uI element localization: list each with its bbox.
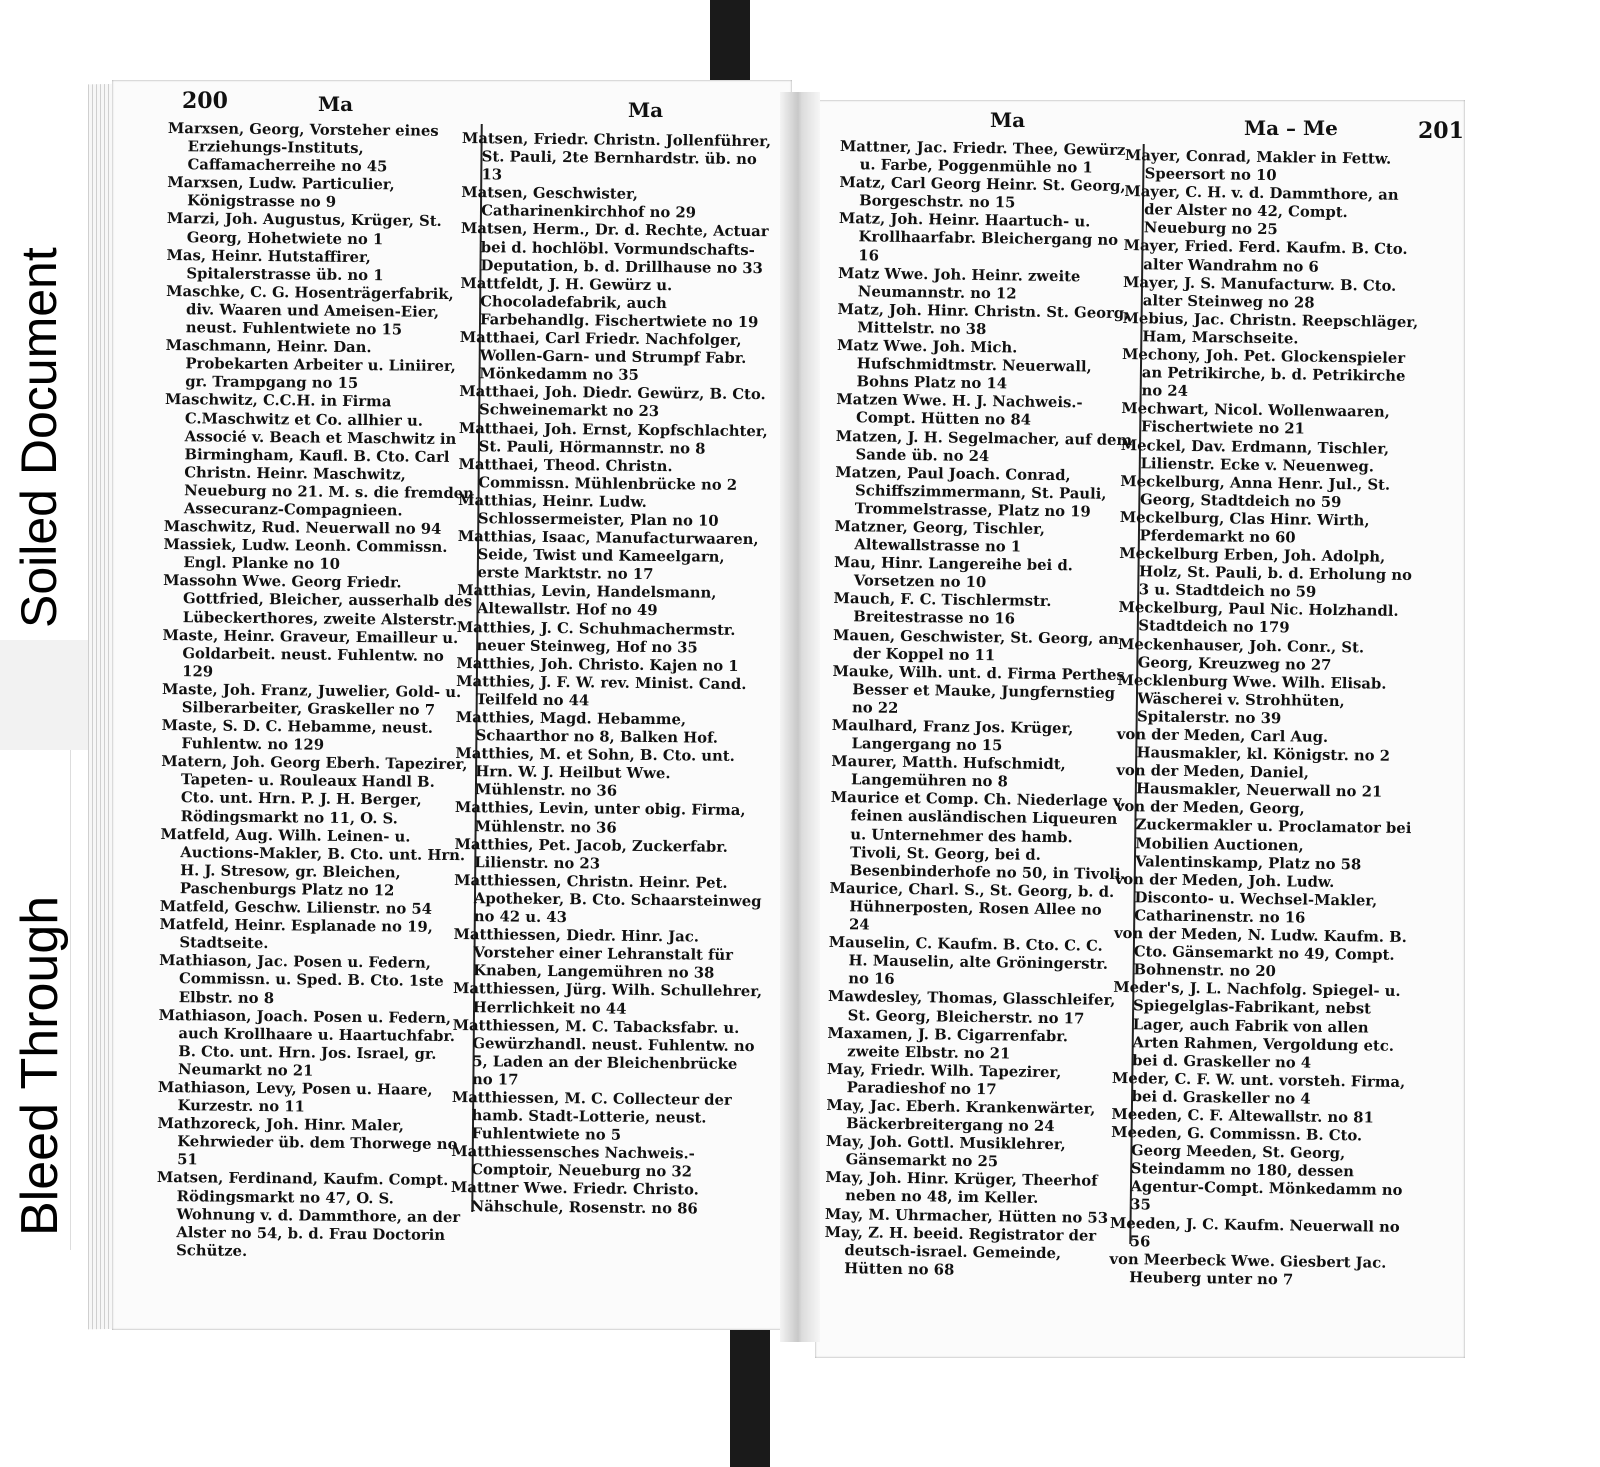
- directory-entry: Meckel, Dav. Erdmann, Tischler, Lilienstr. Ecke v. Neuenweg.: [1120, 436, 1390, 476]
- directory-entry: Mayer, Conrad, Makler in Fettw. Speersort no 10: [1124, 147, 1392, 185]
- soiled-document-label: Soiled Document: [11, 247, 67, 628]
- directory-entry: Matthiessensches Nachweis.-Comptoir, Neueburg no 32: [451, 1143, 695, 1181]
- directory-entry: May, M. Uhrmacher, Hütten no 53: [824, 1205, 1109, 1227]
- directory-entry: Matthaei, Carl Friedr. Nachfolger, Wollen-Garn- und Strumpf Fabr. Mönkedamm no 35: [459, 329, 747, 385]
- directory-entry: Maulhard, Franz Jos. Krüger, Langergang no 15: [831, 716, 1074, 755]
- directory-entry: Matsen, Geschwister, Catharinenkirchhof no 29: [461, 184, 697, 222]
- right-header-col3: Ma: [990, 108, 1026, 132]
- directory-entry: Maschwitz, C.C.H. in Firma C.Maschwitz et Co. allhier u. Associé v. Beach et Maschwitz in Birmingham, Kaufl. B. Cto. Carl Christn. Heinr. Maschwitz, Neueburg no 21. M. s. die fremden Assecuranz-Compagnieen.: [164, 391, 474, 520]
- directory-entry: Matsen, Ferdinand, Kaufm. Compt. Rödingsmarkt no 47, O. S. Wohnung v. d. Dammthore, an der Alster no 54, b. d. Frau Doctorin Schütze.: [156, 1169, 461, 1260]
- directory-entry: Mayer, J. S. Manufacturw. B. Cto. alter Steinweg no 28: [1122, 273, 1397, 312]
- directory-entry: Matthaei, Joh. Ernst, Kopfschlachter, St. Pauli, Hörmannstr. no 8: [458, 419, 768, 458]
- directory-entry: Matz Wwe. Joh. Mich. Hufschmidtmstr. Neuerwall, Bohns Platz no 14: [836, 337, 1092, 393]
- directory-entry: Marxsen, Ludw. Particulier, Königstrasse no 9: [167, 174, 395, 212]
- directory-entry: Massohn Wwe. Georg Friedr. Gottfried, Bleicher, ausserhalb des Lübeckerthores, zweite Alsterstr.: [163, 572, 473, 629]
- directory-entry: Matsen, Herm., Dr. d. Rechte, Actuar bei d. hochlöbl. Vormundschafts-Deputation, b. d. Drillhause no 33: [460, 220, 769, 277]
- directory-entry: Meckenhauser, Joh. Conr., St. Georg, Kreuzweg no 27: [1117, 635, 1365, 674]
- directory-entry: Matzen, J. H. Segelmacher, auf dem Sande üb. no 24: [835, 427, 1133, 465]
- directory-entry: Mayer, C. H. v. d. Dammthore, an der Alster no 42, Compt. Neueburg no 25: [1124, 183, 1399, 239]
- right-page-number: 201: [1418, 118, 1464, 144]
- directory-entry: Mattner Wwe. Friedr. Christo. Nähschule, Rosenstr. no 86: [450, 1179, 699, 1218]
- directory-entry: Mauselin, C. Kaufm. B. Cto. C. C. H. Mauselin, alte Gröningerstr. no 16: [828, 934, 1109, 989]
- directory-entry: Matz, Joh. Hinr. Christn. St. Georg, Mittelstr. no 38: [837, 300, 1130, 338]
- directory-column-1: [156, 120, 480, 1263]
- directory-entry: Mechwart, Nicol. Wollenwaaren, Fischertwiete no 21: [1121, 400, 1390, 438]
- directory-entry: Matthiessen, Diedr. Hinr. Jac. Vorsteher einer Lehranstalt für Knaben, Langemühren no 38: [453, 926, 734, 983]
- directory-entry: Mawdesley, Thomas, Glasschleifer, St. Georg, Bleicherstr. no 17: [827, 988, 1116, 1027]
- directory-entry: Matthies, J. F. W. rev. Minist. Cand. Teilfeld no 44: [456, 672, 747, 710]
- directory-entry: Meeden, J. C. Kaufm. Neuerwall no 56: [1109, 1214, 1400, 1251]
- directory-entry: Matzen Wwe. H. J. Nachweis.-Compt. Hütten no 84: [836, 391, 1083, 430]
- directory-column-2: [451, 130, 772, 1219]
- directory-entry: von der Meden, Carl Aug. Hausmakler, kl. Königstr. no 2: [1116, 725, 1391, 765]
- gutter-bar-bottom: [730, 1330, 770, 1467]
- directory-entry: Matfeld, Heinr. Esplanade no 19, Stadtseite.: [159, 916, 433, 953]
- directory-entry: Matthies, J. C. Schuhmachermstr. neuer Steinweg, Hof no 35: [456, 618, 736, 657]
- directory-entry: Mauen, Geschwister, St. Georg, an der Koppel no 11: [832, 626, 1120, 664]
- directory-column-3: [824, 138, 1138, 1282]
- directory-entry: Mathiason, Levy, Posen u. Haare, Kurzestr. no 11: [157, 1078, 433, 1116]
- directory-entry: Meder, C. F. W. unt. vorsteh. Firma, bei d. Graskeller no 4: [1111, 1069, 1406, 1108]
- directory-entry: Matthies, Pet. Jacob, Zuckerfabr. Lilienstr. no 23: [454, 835, 728, 873]
- directory-entry: Mattfeldt, J. H. Gewürz u. Chocoladefabrik, auch Farbehandlg. Fischertwiete no 19: [460, 274, 759, 332]
- directory-entry: Matfeld, Aug. Wilh. Leinen- u. Auctions-Makler, B. Cto. unt. Hrn. H. J. Stresow, gr. Bleichen, Paschenburgs Platz no 12: [160, 825, 466, 900]
- directory-entry: Maxamen, J. B. Cigarrenfabr. zweite Elbstr. no 21: [827, 1024, 1069, 1063]
- directory-entry: Matz Wwe. Joh. Heinr. zweite Neumannstr. no 12: [837, 264, 1081, 303]
- directory-entry: Mas, Heinr. Hutstaffirer, Spitalerstrasse üb. no 1: [166, 246, 384, 285]
- directory-entry: Matthies, M. et Sohn, B. Cto. unt. Hrn. W. J. Heilbut Wwe. Mühlenstr. no 36: [455, 745, 735, 801]
- directory-entry: Matz, Carl Georg Heinr. St. Georg, Borgeschstr. no 15: [839, 174, 1126, 212]
- directory-entry: Matthaei, Theod. Christn. Commissn. Mühlenbrücke no 2: [458, 455, 738, 494]
- directory-entry: May, Z. H. beeid. Registrator der deutsch-israel. Gemeinde, Hütten no 68: [824, 1223, 1097, 1279]
- directory-entry: von der Meden, N. Ludw. Kaufm. B. Cto. Gänsemarkt no 49, Compt. Bohnenstr. no 20: [1113, 924, 1407, 981]
- directory-entry: Matzen, Paul Joach. Conrad, Schiffszimmermann, St. Pauli, Trommelstrasse, Platz no 19: [835, 463, 1107, 521]
- directory-entry: Meckelburg, Paul Nic. Holzhandl. Stadtdeich no 179: [1118, 599, 1399, 637]
- directory-entry: Meckelburg, Clas Hinr. Wirth, Pferdemarkt no 60: [1119, 508, 1370, 547]
- directory-entry: Marxsen, Georg, Vorsteher eines Erziehungs-Instituts, Caffamacherreihe no 45: [167, 120, 439, 176]
- directory-entry: Matzner, Georg, Tischler, Altewallstrasse no 1: [834, 517, 1046, 556]
- directory-entry: Mathzoreck, Joh. Hinr. Maler, Kehrwieder üb. dem Thorwege no 51: [157, 1115, 458, 1169]
- directory-entry: Mayer, Fried. Ferd. Kaufm. B. Cto. alter Wandrahm no 6: [1123, 237, 1408, 276]
- margin-strip: [0, 640, 90, 750]
- directory-entry: Maurice, Charl. S., St. Georg, b. d. Hühnerposten, Rosen Allee no 24: [829, 879, 1115, 934]
- directory-entry: von der Meden, Georg, Zuckermakler u. Proclamator bei Mobilien Auctionen, Valentinskamp, Platz no 58: [1115, 798, 1412, 874]
- directory-entry: Matthies, Magd. Hebamme, Schaarthor no 8, Balken Hof.: [455, 708, 719, 747]
- directory-entry: von der Meden, Joh. Ludw. Disconto- u. Wechsel-Makler, Catharinenstr. no 16: [1114, 870, 1378, 927]
- directory-entry: Mauke, Wilh. unt. d. Firma Perthes Besser et Mauke, Jungfernstieg no 22: [832, 662, 1125, 717]
- directory-entry: Mecklenburg Wwe. Wilh. Elisab. Wäscherei v. Strohhüten, Spitalerstr. no 39: [1117, 671, 1387, 728]
- left-page-number: 200: [182, 88, 228, 114]
- directory-entry: Maste, S. D. C. Hebamme, neust. Fuhlentw. no 129: [161, 717, 434, 754]
- directory-entry: Matern, Joh. Georg Eberh. Tapezirer, Tapeten- u. Rouleaux Handl B. Cto. unt. Hrn. P. J. H. Berger, Rödingsmarkt no 11, O. S.: [161, 753, 468, 828]
- directory-entry: Massiek, Ludw. Leonh. Commissn. Engl. Planke no 10: [163, 536, 448, 574]
- directory-entry: Mauch, F. C. Tischlermstr. Breitestrasse no 16: [833, 590, 1052, 628]
- directory-entry: Maurer, Matth. Hufschmidt, Langemühren no 8: [831, 753, 1066, 791]
- directory-entry: Meckelburg Erben, Joh. Adolph, Holz, St. Pauli, b. d. Erholung no 3 u. Stadtdeich no 59: [1119, 545, 1413, 601]
- directory-entry: Maste, Heinr. Graveur, Emailleur u. Goldarbeit. neust. Fuhlentw. no 129: [162, 626, 459, 681]
- directory-entry: Matthies, Levin, unter obig. Firma, Mühlenstr. no 36: [454, 799, 746, 837]
- directory-entry: May, Jac. Eberh. Krankenwärter, Bäckerbreitergang no 24: [826, 1096, 1096, 1136]
- directory-entry: Maschmann, Heinr. Dan. Probekarten Arbeiter u. Liniirer, gr. Trampgang no 15: [165, 337, 456, 393]
- directory-entry: May, Joh. Hinr. Krüger, Theerhof neben no 48, im Keller.: [825, 1169, 1098, 1208]
- directory-entry: von Meerbeck Wwe. Giesbert Jac. Heuberg unter no 7: [1109, 1250, 1387, 1289]
- directory-entry: Mau, Hinr. Langereihe bei d. Vorsetzen no 10: [833, 554, 1073, 592]
- directory-entry: Mebius, Jac. Christn. Reepschläger, Ham, Marschseite.: [1122, 309, 1419, 348]
- right-header-col4: Ma – Me: [1244, 116, 1338, 140]
- directory-entry: Matthias, Heinr. Ludw. Schlossermeister, Plan no 10: [458, 491, 719, 530]
- directory-entry: Matthies, Joh. Christo. Kajen no 1: [456, 654, 739, 675]
- directory-entry: Matthias, Isaac, Manufacturwaaren, Seide, Twist und Kameelgarn, erste Marktstr. no 17: [457, 528, 759, 584]
- directory-column-4: [1109, 147, 1425, 1291]
- directory-entry: Matthiessen, M. C. Tabacksfabr. u. Gewürzhandl. neust. Fuhlentw. no 5, Laden an der Bleichenbrücke no 17: [452, 1016, 755, 1089]
- directory-entry: Mechony, Joh. Pet. Glockenspieler an Petrikirche, b. d. Petrikirche no 24: [1121, 346, 1406, 401]
- directory-entry: Marzi, Joh. Augustus, Krüger, St. Georg, Hohetwiete no 1: [166, 210, 442, 248]
- directory-entry: Matz, Joh. Heinr. Haartuch- u. Krollhaarfabr. Bleichergang no 16: [838, 210, 1119, 265]
- directory-entry: Matthaei, Joh. Diedr. Gewürz, B. Cto. Schweinemarkt no 23: [459, 383, 766, 421]
- directory-entry: Matsen, Friedr. Christn. Jollenführer, St. Pauli, 2te Bernhardstr. üb. no 13: [461, 130, 772, 184]
- directory-entry: von der Meden, Daniel, Hausmakler, Neuerwall no 21: [1116, 762, 1383, 801]
- directory-entry: Mattner, Jac. Friedr. Thee, Gewürz u. Farbe, Poggenmühle no 1: [839, 138, 1126, 177]
- directory-entry: Matthias, Levin, Handelsmann, Altewallstr. Hof no 49: [457, 582, 717, 620]
- directory-entry: Matthiessen, Christn. Heinr. Pet. Apotheker, B. Cto. Schaarsteinweg no 42 u. 43: [454, 871, 762, 927]
- directory-entry: Matfeld, Geschw. Lilienstr. no 54: [159, 897, 433, 918]
- directory-entry: Matthiessen, Jürg. Wilh. Schullehrer, Herrlichkeit no 44: [452, 980, 763, 1018]
- directory-entry: Mathiason, Joach. Posen u. Federn, auch Krollhaare u. Haartuchfabr. B. Cto. unt. Hrn. Jos. Israel, gr. Neumarkt no 21: [158, 1006, 456, 1080]
- book-gutter: [780, 92, 820, 1342]
- directory-entry: Maurice et Comp. Ch. Niederlage v. feinen ausländischen Liqueuren u. Unternehmer des hamb. Tivoli, St. Georg, bei d. Besenbinderhofe no 50, in Tivoli.: [830, 789, 1126, 883]
- directory-entry: May, Friedr. Wilh. Tapezirer, Paradieshof no 17: [826, 1060, 1062, 1099]
- directory-entry: Meeden, G. Commissn. B. Cto. Georg Meeden, St. Georg, Steindamm no 180, dessen Agentur-Compt. Mönkedamm no 35: [1111, 1123, 1403, 1214]
- directory-entry: Maste, Joh. Franz, Juwelier, Gold- u. Silberarbeiter, Graskeller no 7: [161, 680, 462, 719]
- directory-entry: Maschke, C. G. Hosenträgerfabrik, div. Waaren und Ameisen-Eier, neust. Fuhlentwiete no 15: [166, 282, 454, 339]
- bleed-through-label: Bleed Through: [11, 895, 69, 1236]
- directory-entry: Meckelburg, Anna Henr. Jul., St. Georg, Stadtdeich no 59: [1120, 472, 1391, 511]
- left-header-col2: Ma: [628, 98, 664, 122]
- directory-entry: Meeden, C. F. Altewallstr. no 81: [1111, 1105, 1374, 1127]
- directory-entry: Mathiason, Jac. Posen u. Federn, Commissn. u. Sped. B. Cto. 1ste Elbstr. no 8: [159, 952, 444, 1007]
- directory-entry: Matthiessen, M. C. Collecteur der hamb. Stadt-Lotterie, neust. Fuhlentwiete no 5: [451, 1088, 732, 1144]
- directory-entry: Meder's, J. L. Nachfolg. Spiegel- u. Spiegelglas-Fabrikant, nebst Lager, auch Fabrik von allen Arten Rahmen, Vergoldung etc. bei d. Graskeller no 4: [1113, 979, 1401, 1072]
- directory-entry: Maschwitz, Rud. Neuerwall no 94: [163, 518, 442, 538]
- directory-entry: May, Joh. Gottl. Musiklehrer, Gänsemarkt no 25: [825, 1133, 1066, 1171]
- left-header-col1: Ma: [318, 92, 354, 116]
